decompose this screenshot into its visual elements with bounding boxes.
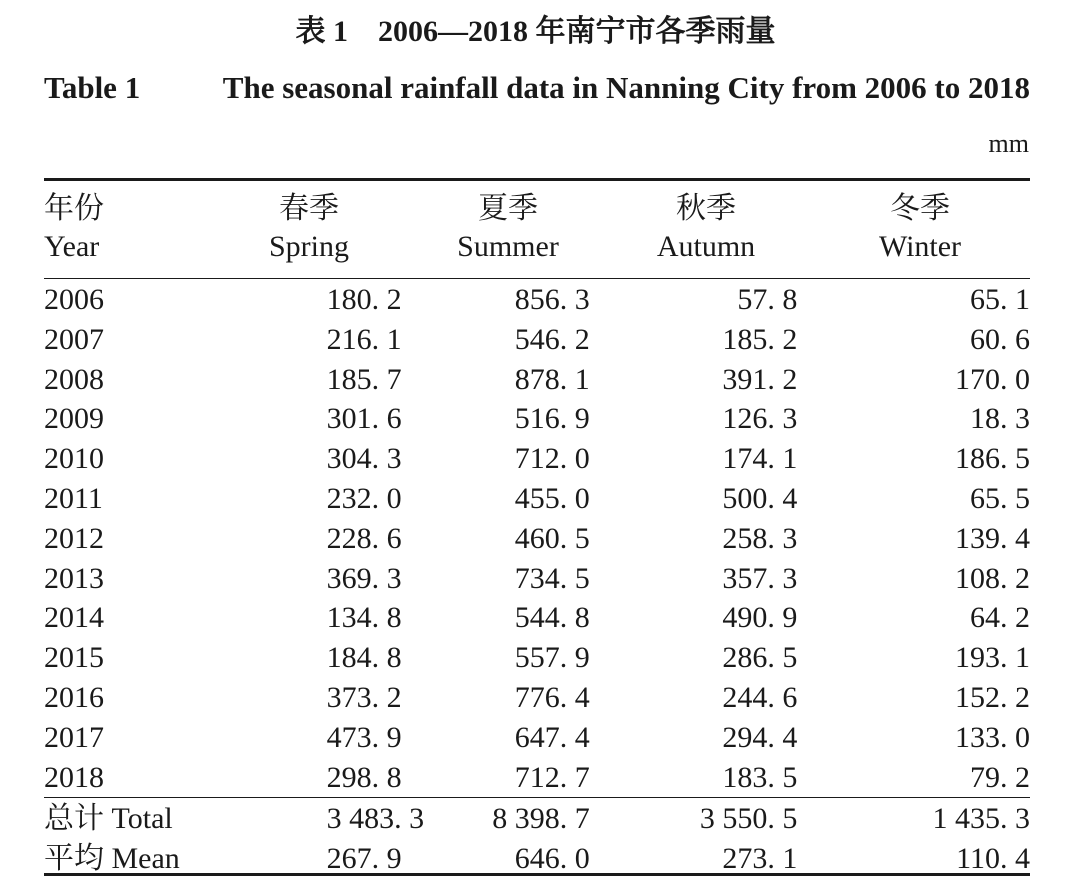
cell-autumn: 391. 2 [722, 362, 798, 396]
cell-spring: 184. 8 [326, 641, 402, 675]
cell-winter: 133. 0 [955, 720, 1030, 754]
cell-spring: 373. 2 [326, 680, 402, 714]
cell-winter: 186. 5 [955, 442, 1030, 476]
cell-summer: 544. 8 [514, 601, 590, 635]
cell-spring: 298. 8 [326, 760, 402, 794]
table-title-cn: 表 1 2006—2018 年南宁市各季雨量 [295, 15, 776, 48]
column-header-zh: 秋季 [676, 192, 736, 225]
table-header-rule [44, 278, 1030, 279]
cell-summer: 776. 4 [514, 680, 590, 714]
cell-winter: 108. 2 [955, 561, 1030, 595]
cell-winter: 170. 0 [955, 362, 1030, 396]
column-header-year [44, 190, 104, 266]
cell-year: 2012 [44, 521, 104, 555]
table-row [44, 399, 1030, 439]
cell-summer: 856. 3 [514, 283, 590, 316]
cell-winter: 1 435. 3 [932, 802, 1030, 836]
unit-label: mm [988, 129, 1029, 158]
cell-summer: 647. 4 [514, 720, 590, 754]
column-header-en: Autumn [656, 230, 756, 263]
table-title-en [44, 68, 1030, 108]
cell-spring: 304. 3 [326, 442, 402, 476]
table-row [44, 598, 1030, 638]
cell-autumn: 126. 3 [722, 402, 798, 436]
table-label-en: Table 1 [44, 70, 141, 105]
table-row [44, 439, 1030, 479]
cell-winter: 18. 3 [970, 402, 1030, 436]
cell-autumn: 286. 5 [722, 641, 798, 675]
cell-spring: 369. 3 [326, 561, 402, 595]
cell-spring: 185. 7 [326, 362, 402, 396]
cell-autumn: 273. 1 [722, 842, 798, 876]
table-row [44, 678, 1030, 718]
cell-year: 2018 [44, 760, 104, 794]
cell-autumn: 3 550. 5 [699, 802, 798, 836]
summary-row-total [44, 797, 1030, 839]
cell-summer: 8 398. 7 [492, 802, 590, 836]
table-row [44, 360, 1030, 400]
column-header-summer [436, 190, 580, 266]
cell-year: 2016 [44, 680, 104, 714]
cell-winter: 110. 4 [956, 842, 1030, 876]
table-row [44, 758, 1030, 798]
cell-winter: 79. 2 [970, 760, 1030, 794]
table-row [44, 479, 1030, 519]
cell-spring: 232. 0 [326, 481, 402, 515]
cell-spring: 134. 8 [326, 601, 402, 635]
cell-year: 2008 [44, 362, 104, 396]
cell-spring: 301. 6 [326, 402, 402, 436]
summary-row-mean [44, 839, 1030, 879]
cell-spring: 228. 6 [326, 521, 402, 555]
table-row [44, 638, 1030, 678]
cell-spring: 3 483. 3 [326, 802, 425, 836]
cell-autumn: 174. 1 [722, 442, 798, 476]
cell-autumn: 185. 2 [722, 322, 798, 356]
cell-autumn: 490. 9 [722, 601, 798, 635]
cell-winter: 65. 5 [970, 481, 1030, 515]
table-title-en-text: The seasonal rainfall data in Nanning City from 2006 to 2018 [222, 70, 1030, 105]
cell-autumn: 357. 3 [722, 561, 798, 595]
cell-summer: 516. 9 [514, 402, 590, 436]
column-header-spring [244, 190, 374, 266]
cell-autumn: 500. 4 [722, 481, 798, 515]
cell-summer: 557. 9 [514, 641, 590, 675]
cell-winter: 139. 4 [955, 521, 1030, 555]
rainfall-table-body [44, 280, 1030, 879]
cell-year: 2015 [44, 641, 104, 675]
cell-year: 2017 [44, 720, 104, 754]
cell-spring: 473. 9 [326, 720, 402, 754]
table-row [44, 320, 1030, 360]
column-header-autumn [638, 190, 774, 266]
cell-winter: 193. 1 [955, 641, 1030, 675]
column-header-zh: 年份 [44, 192, 104, 225]
cell-autumn: 294. 4 [722, 720, 798, 754]
cell-year: 2013 [44, 561, 104, 595]
column-header-en: Spring [268, 230, 349, 263]
cell-summary-label: 总计 Total [44, 802, 173, 836]
cell-spring: 216. 1 [326, 322, 402, 356]
cell-winter: 152. 2 [955, 680, 1030, 714]
cell-summary-label: 平均 Mean [44, 842, 180, 876]
cell-year: 2010 [44, 442, 104, 476]
cell-summer: 455. 0 [514, 481, 590, 515]
cell-summer: 646. 0 [514, 842, 590, 876]
column-header-zh: 夏季 [478, 192, 538, 225]
column-header-en: Year [44, 230, 100, 263]
cell-summer: 712. 7 [514, 760, 590, 794]
cell-winter: 60. 6 [970, 322, 1030, 356]
cell-year: 2011 [44, 481, 103, 515]
column-header-en: Summer [457, 230, 559, 263]
cell-winter: 65. 1 [970, 283, 1030, 316]
table-row [44, 718, 1030, 758]
cell-autumn: 244. 6 [722, 680, 798, 714]
cell-spring: 180. 2 [326, 283, 402, 316]
cell-spring: 267. 9 [326, 842, 402, 876]
cell-autumn: 258. 3 [722, 521, 798, 555]
table-row [44, 559, 1030, 599]
cell-summer: 878. 1 [514, 362, 590, 396]
cell-year: 2006 [44, 283, 104, 316]
cell-summer: 546. 2 [514, 322, 590, 356]
cell-summer: 712. 0 [514, 442, 590, 476]
cell-autumn: 57. 8 [737, 283, 798, 316]
table-top-rule [44, 178, 1030, 181]
table-row [44, 519, 1030, 559]
cell-summer: 734. 5 [514, 561, 590, 595]
cell-year: 2009 [44, 402, 104, 436]
cell-winter: 64. 2 [970, 601, 1030, 635]
cell-autumn: 183. 5 [722, 760, 798, 794]
table-row [44, 280, 1030, 320]
column-header-en: Winter [878, 230, 962, 263]
cell-year: 2007 [44, 322, 104, 356]
column-header-winter [852, 190, 988, 266]
column-header-zh: 冬季 [890, 192, 950, 225]
cell-year: 2014 [44, 601, 104, 635]
column-header-zh: 春季 [279, 192, 339, 225]
cell-summer: 460. 5 [514, 521, 590, 555]
rainfall-table [44, 280, 1030, 879]
